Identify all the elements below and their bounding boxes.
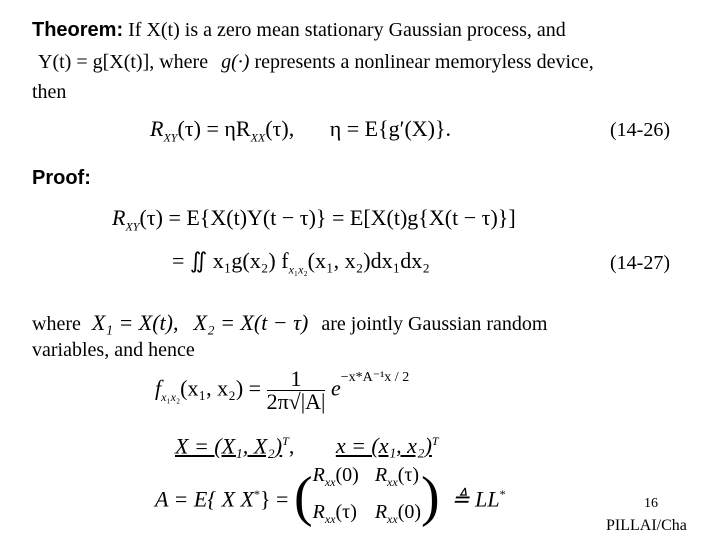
theorem-line2-b: represents a nonlinear memoryless device,: [254, 51, 594, 73]
where-word: where: [32, 313, 81, 335]
proof-label: Proof:: [32, 167, 91, 189]
equation-14-27-line2: = ∬ x₁g(x₂) $f_{x_1x_2}(x_1$, x₂)dx₁dx₂: [172, 248, 430, 277]
density-num: 1: [267, 368, 326, 391]
matrix-r12: $R_{xx}(\tau)$: [374, 464, 420, 489]
density-exp-sup: −x*A⁻¹x / 2: [340, 370, 410, 386]
eq1427-line1: (τ) = E{X(t)Y(t − τ)} = E[X(t)g{X(t − τ)}]: [139, 205, 516, 230]
where-line: [32, 310, 547, 336]
density-equation: $f_{x_1x_2}(x_1$, x₂) = $\frac{1}{2\pi√|A|}$ $e^{-x*A^{-1}x / 2}$: [155, 366, 410, 414]
eq1426-tail: (τ),: [265, 116, 295, 141]
matrix-A-lhs: A = E{ X X*} =: [155, 486, 289, 512]
theorem-line3: then: [32, 81, 67, 103]
density-f: f: [155, 375, 162, 401]
eq-number-14-27: (14-27): [610, 252, 670, 274]
author-footer: PILLAI/Cha: [606, 517, 687, 534]
eq1427-line2: = ∬ x₁g(x₂) f: [172, 248, 289, 273]
density-den: 2π√|A|: [266, 389, 326, 414]
theorem-line2-a: Y(t) = g[X(t)], where: [38, 51, 209, 73]
matrix-A-body: [313, 462, 421, 532]
equation-14-26: $R_{XY}(\tau) = \eta R_{XX}(\tau)$, η = E{g′(X)}.: [150, 116, 452, 145]
theorem-label: Theorem:: [32, 19, 124, 41]
where-rest: are jointly Gaussian random: [321, 313, 548, 335]
matrix-A-rhs: ≜ LL*: [451, 486, 506, 512]
g-function: g(·): [221, 51, 250, 73]
x2-definition: X₂ = X(t − τ): [193, 310, 309, 335]
vectors-line: X = (X₁, X₂)$^T$, x = (x₁, x₂)$^T$: [175, 433, 439, 459]
density-exp: e: [330, 375, 341, 401]
eq-number-14-26: (14-26): [610, 119, 670, 141]
matrix-r21: $R_{xx}(\tau)$: [312, 501, 357, 526]
theorem-line1: If X(t) is a zero mean stationary Gaussian process, and: [128, 19, 566, 41]
eq1426-eta: η = E{g′(X)}.: [329, 116, 452, 141]
matrix-r22: $R_{xx}(0)$: [374, 501, 422, 526]
equation-14-27-line1: $R_{XY}(\tau) = E\{X(t)Y(t - \tau)\} = E[X(t)g\{X(t - \tau)\}]$: [112, 205, 516, 234]
vectors-comma: ,: [288, 433, 295, 459]
vector-X: X = (X₁, X₂): [175, 433, 283, 459]
theorem-line2: [38, 50, 594, 74]
matrix-r11: $R_{xx}(0)$: [312, 464, 359, 489]
matrix-A-equation: A = E{ X X*} = ( $R_{xx}(0)$ $R_{xx}(\tau)$ $R_{xx}(\tau)$ $R_{xx}(0)$ ) ≜ LL*: [155, 462, 506, 532]
eq1426-eq: (τ) = ηR: [177, 116, 251, 141]
density-fraction: [267, 368, 326, 413]
vector-x: x = (x₁, x₂): [335, 433, 432, 459]
page-number: 16: [644, 496, 658, 511]
theorem-paragraph: [32, 18, 566, 42]
x1-definition: X₁ = X(t),: [91, 310, 179, 335]
matrix-A-close: } =: [260, 486, 289, 512]
where-line2: variables, and hence: [32, 339, 195, 361]
eq1426-lhs: R: [150, 116, 164, 141]
density-args: (x₁, x₂) =: [180, 375, 262, 401]
eq1427-line2-tail: (x₁, x₂)dx₁dx₂: [307, 248, 430, 273]
